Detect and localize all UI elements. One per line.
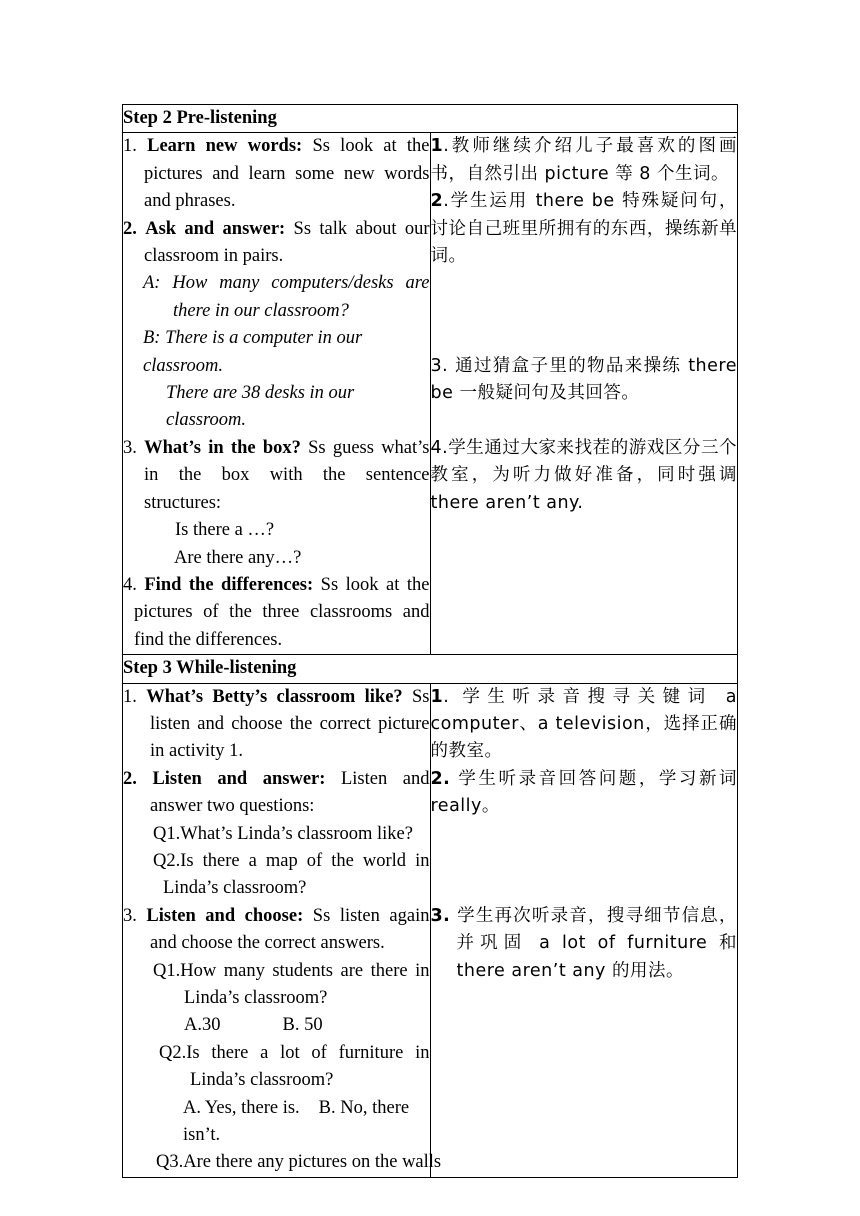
dialogue-line: B: There is a computer in our classroom. xyxy=(143,328,363,376)
dialogue-line: There are 38 desks in our classroom. xyxy=(166,383,355,431)
activity-item: 1. What’s Betty’s classroom like? Ss listen and choose the correct picture in activity 1. xyxy=(123,686,430,762)
step-2-content-row xyxy=(123,133,738,655)
step-3-content-row xyxy=(123,683,738,1177)
dialogue-line: A: How many computers/desks are there in our classroom? xyxy=(143,273,430,321)
activity-item: 3. What’s in the box? Ss guess what’s in the box with the sentence structures: xyxy=(123,437,430,513)
purpose-note: 1. 学生听录音搜寻关键词 a computer、a television，选择正确的教室。 xyxy=(430,686,737,762)
activity-item: 2. Listen and answer: Listen and answer two questions: xyxy=(123,768,430,817)
sentence-structure: Is there a …? xyxy=(175,520,275,541)
lesson-plan-table xyxy=(122,104,738,1178)
activity-item: 3. Listen and choose: Ss listen again and choose the correct answers. xyxy=(123,905,430,954)
purpose-cell xyxy=(430,133,738,655)
purpose-note: 2. 学生听录音回答问题，学习新词 really。 xyxy=(430,768,737,817)
step-heading: Step 2 Pre-listening xyxy=(123,105,738,133)
activities-cell xyxy=(123,683,442,1177)
purpose-note: 1.教师继续介绍儿子最喜欢的图画书，自然引出 picture 等 8 个生词。 xyxy=(430,136,737,184)
purpose-note: 3. 通过猜盒子里的物品来操练 there be 一般疑问句及其回答。 xyxy=(430,355,737,404)
sentence-structure: Are there any…? xyxy=(174,547,302,568)
purpose-note: 4.学生通过大家来找茬的游戏区分三个教室，为听力做好准备，同时强调 there aren’t any. xyxy=(430,437,737,513)
step-2-heading-row xyxy=(123,105,738,133)
question-line: Q2.Is there a lot of furniture in Linda’s classroom? xyxy=(159,1042,430,1091)
purpose-cell xyxy=(430,683,738,1177)
activities-cell xyxy=(123,133,431,655)
question-line: Q3.Are there any pictures on the walls xyxy=(156,1152,442,1173)
answer-options: A.30 B. 50 xyxy=(184,1015,323,1036)
question-line: Q1.How many students are there in Linda’s classroom? xyxy=(153,960,430,1008)
step-heading: Step 3 While-listening xyxy=(123,655,738,683)
activity-item: 1. Learn new words: Ss look at the pictures and learn some new words and phrases. xyxy=(123,136,430,212)
answer-options: A. Yes, there is. B. No, there isn’t. xyxy=(183,1097,410,1146)
question-line: Q1.What’s Linda’s classroom like? xyxy=(153,823,413,844)
activity-item: 4. Find the differences: Ss look at the pictures of the three classrooms and find the differences. xyxy=(123,574,430,650)
step-3-heading-row xyxy=(123,655,738,683)
purpose-note: 3. 学生再次听录音，搜寻细节信息，并巩固 a lot of furniture 和 there aren’t any 的用法。 xyxy=(430,905,737,981)
question-line: Q2.Is there a map of the world in Linda’s classroom? xyxy=(153,850,430,899)
activity-item: 2. Ask and answer: Ss talk about our classroom in pairs. xyxy=(123,218,430,267)
purpose-note: 2.学生运用 there be 特殊疑问句，讨论自己班里所拥有的东西，操练新单词。 xyxy=(430,191,737,267)
